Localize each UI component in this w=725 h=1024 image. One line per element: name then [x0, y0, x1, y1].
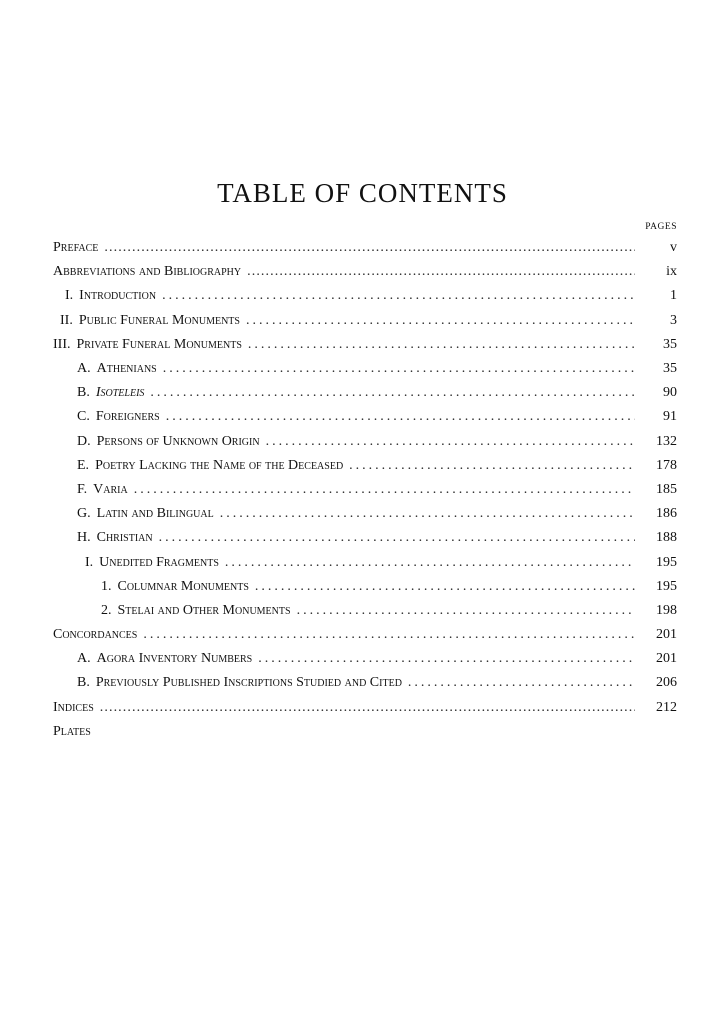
- toc-entry-number: I.: [85, 554, 94, 570]
- toc-entry-label: Concordances: [53, 627, 138, 643]
- toc-entry-unknown-origin: [53, 430, 677, 454]
- toc-entry-page: 185: [656, 481, 677, 497]
- toc-entry-number: 2.: [101, 602, 112, 618]
- toc-entry-agora-inventory: [53, 647, 677, 671]
- toc-entry-label: Abbreviations and Bibliography: [53, 264, 242, 280]
- toc-entry-number: II.: [60, 312, 73, 328]
- dot-leader: [134, 482, 635, 498]
- toc-entry-page: 35: [663, 361, 677, 377]
- toc-entry-introduction: [53, 284, 677, 308]
- toc-entry-label: Private Funeral Monuments: [76, 336, 242, 352]
- toc-entry-page: 198: [656, 602, 677, 618]
- dot-leader: [408, 675, 635, 691]
- toc-entry-label: Poetry Lacking the Name of the Deceased: [95, 457, 344, 473]
- toc-entry-number: E.: [77, 457, 90, 473]
- toc-entry-unedited-fragments: [53, 550, 677, 574]
- toc-entry-page: 3: [670, 312, 677, 328]
- toc-entry-label: Stelai and Other Monuments: [117, 602, 291, 618]
- dot-leader: [150, 385, 635, 401]
- toc-entry-page: 201: [656, 627, 677, 643]
- dot-leader: [143, 627, 635, 643]
- toc-entry-page: v: [670, 240, 677, 256]
- toc-entry-number: I.: [65, 288, 74, 304]
- dot-leader: [163, 361, 635, 377]
- dot-leader: [100, 700, 635, 716]
- toc-entry-page: 91: [663, 409, 677, 425]
- toc-entry-page: 201: [656, 651, 677, 667]
- toc-entry-label: Plates: [53, 723, 91, 739]
- table-of-contents: [53, 236, 677, 744]
- dot-leader: [247, 264, 635, 280]
- dot-leader: [297, 603, 635, 619]
- dot-leader: [248, 337, 635, 353]
- dot-leader: [104, 240, 635, 256]
- toc-entry-athenians: [53, 357, 677, 381]
- toc-entry-page: 195: [656, 554, 677, 570]
- dot-leader: [159, 530, 635, 546]
- toc-entry-page: 188: [656, 530, 677, 546]
- toc-entry-label: Indices: [53, 699, 94, 715]
- toc-entry-number: A.: [77, 361, 91, 377]
- dot-leader: [258, 651, 635, 667]
- toc-entry-page: 206: [656, 675, 677, 691]
- toc-entry-previously-published: [53, 671, 677, 695]
- toc-entry-page: 186: [656, 506, 677, 522]
- dot-leader: [255, 579, 635, 595]
- toc-entry-label: Preface: [53, 240, 99, 256]
- toc-entry-indices: [53, 696, 677, 720]
- toc-entry-page: 132: [656, 433, 677, 449]
- toc-entry-number: C.: [77, 409, 90, 425]
- toc-entry-isoteleis: [53, 381, 677, 405]
- toc-entry-label: Public Funeral Monuments: [78, 312, 240, 328]
- toc-entry-columnar-monuments: [53, 575, 677, 599]
- toc-entry-page: ix: [666, 264, 677, 280]
- toc-entry-label: Introduction: [79, 288, 157, 304]
- toc-entry-latin-bilingual: [53, 502, 677, 526]
- toc-entry-label: Persons of Unknown Origin: [96, 433, 260, 449]
- page-title: TABLE OF CONTENTS: [217, 178, 508, 208]
- toc-entry-page: 178: [656, 457, 677, 473]
- dot-leader: [349, 458, 635, 474]
- toc-entry-label: Agora Inventory Numbers: [96, 651, 253, 667]
- toc-entry-christian: [53, 526, 677, 550]
- toc-entry-page: 212: [656, 699, 677, 715]
- toc-entry-foreigners: [53, 405, 677, 429]
- toc-entry-plates: [53, 720, 677, 744]
- dot-leader: [266, 434, 635, 450]
- toc-entry-varia: [53, 478, 677, 502]
- dot-leader: [225, 555, 635, 571]
- toc-entry-poetry: [53, 454, 677, 478]
- toc-entry-private-funeral-monuments: [53, 333, 677, 357]
- toc-entry-label: Foreigners: [95, 409, 160, 425]
- dot-leader: [162, 288, 635, 304]
- toc-entry-number: B.: [77, 675, 90, 691]
- toc-entry-label: Previously Published Inscriptions Studied and Cited: [95, 675, 402, 691]
- toc-entry-number: A.: [77, 651, 91, 667]
- pages-column-label: PAGES: [645, 222, 677, 232]
- toc-entry-number: D.: [77, 433, 91, 449]
- toc-entry-page: 35: [663, 336, 677, 352]
- toc-entry-number: H.: [77, 530, 91, 546]
- toc-entry-page: 195: [656, 578, 677, 594]
- toc-entry-number: G.: [77, 506, 91, 522]
- toc-entry-number: 1.: [101, 578, 112, 594]
- dot-leader: [246, 313, 635, 329]
- dot-leader: [166, 409, 635, 425]
- toc-entry-label: Athenians: [96, 361, 157, 377]
- toc-entry-label: Isoteleis: [95, 385, 145, 401]
- toc-entry-stelai: [53, 599, 677, 623]
- toc-entry-number: B.: [77, 385, 90, 401]
- toc-entry-label: Christian: [96, 530, 153, 546]
- toc-entry-number: III.: [53, 336, 71, 352]
- toc-entry-page: 90: [663, 385, 677, 401]
- toc-entry-concordances: [53, 623, 677, 647]
- toc-entry-preface: [53, 236, 677, 260]
- toc-entry-public-funeral-monuments: [53, 309, 677, 333]
- toc-entry-label: Unedited Fragments: [99, 554, 219, 570]
- dot-leader: [220, 506, 635, 522]
- toc-entry-page: 1: [670, 288, 677, 304]
- toc-entry-label: Varia: [93, 481, 128, 497]
- toc-entry-abbreviations: [53, 260, 677, 284]
- toc-entry-label: Latin and Bilingual: [96, 506, 214, 522]
- toc-entry-number: F.: [77, 481, 88, 497]
- toc-entry-label: Columnar Monuments: [117, 578, 249, 594]
